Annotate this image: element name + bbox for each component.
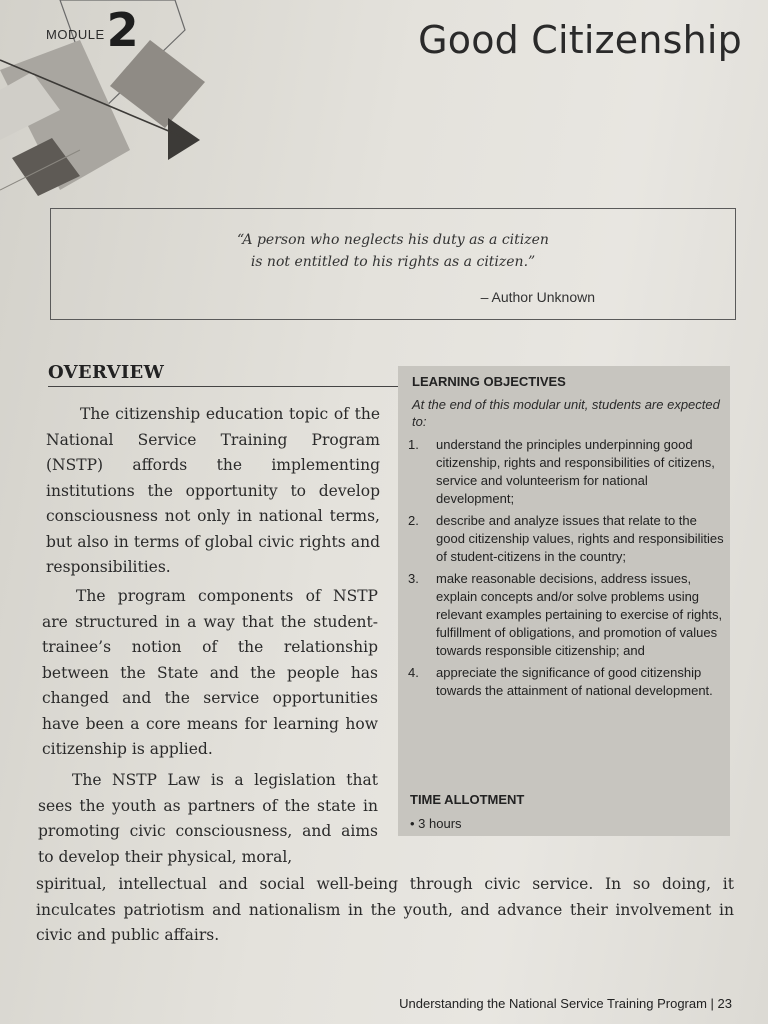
quote-box	[50, 208, 736, 320]
list-item-number: 4.	[408, 665, 419, 680]
learning-objectives-intro: At the end of this modular unit, students are expected to:	[412, 397, 720, 429]
page-footer: Understanding the National Service Training Program | 23	[399, 996, 732, 1011]
list-item	[408, 436, 724, 508]
list-item-text: understand the principles underpinning good citizenship, rights and responsibilities of citizens, service and volunteerism for national development;	[436, 437, 715, 506]
list-item-text: make reasonable decisions, address issues, explain concepts and/or solve problems using relevant examples pertaining to exercise of rights, fulfillment of obligations, and promotion of values towards responsible citizenship; and	[436, 571, 723, 658]
module-label: MODULE	[46, 26, 105, 42]
overview-paragraph-2: The program components of NSTP are structured in a way that the student-trainee’s notion of the relationship between the State and the people has changed and the service opportunities have been a core means for learning how citizenship is applied.	[42, 587, 378, 758]
time-allotment-heading: TIME ALLOTMENT	[410, 792, 525, 807]
overview-paragraph-1: The citizenship education topic of the National Service Training Program (NSTP) affords the implementing institutions the opportunity to develop consciousness not only in national terms, but also in terms of global civic rights and responsibilities.	[46, 405, 380, 576]
list-item-number: 3.	[408, 571, 419, 586]
module-number: 2	[106, 3, 139, 57]
learning-objectives-panel	[398, 366, 730, 836]
quote-text	[51, 229, 735, 273]
list-item-number: 2.	[408, 513, 419, 528]
overview-divider	[48, 386, 398, 387]
overview-heading: OVERVIEW	[48, 362, 165, 383]
list-item-number: 1.	[408, 437, 419, 452]
module-badge	[30, 4, 180, 56]
list-item-text: describe and analyze issues that relate to the good citizenship values, rights and responsibilities of student-citizens in the country;	[436, 513, 724, 564]
overview-paragraph-3-start: The NSTP Law is a legislation that sees the youth as partners of the state in promoting civic consciousness, and aims to develop their physical, moral,	[38, 771, 378, 866]
page-title: Good Citizenship	[418, 18, 742, 62]
learning-objectives-list	[408, 436, 724, 704]
overview-paragraph-3-end: spiritual, intellectual and social well-being through civic service. In so doing, it inculcates patriotism and nationalism in the youth, and advance their involvement in civic and public affairs.	[36, 875, 734, 944]
quote-line-1: “A person who neglects his duty as a citizen	[237, 232, 549, 248]
list-item	[408, 664, 724, 700]
list-item-text: appreciate the significance of good citizenship towards the attainment of national development.	[436, 665, 713, 698]
list-item	[408, 512, 724, 566]
list-item	[408, 570, 724, 660]
quote-author: – Author Unknown	[480, 289, 595, 305]
learning-objectives-heading: LEARNING OBJECTIVES	[412, 374, 566, 389]
time-allotment-item: • 3 hours	[410, 816, 462, 831]
quote-line-2: is not entitled to his rights as a citizen.”	[250, 254, 536, 270]
